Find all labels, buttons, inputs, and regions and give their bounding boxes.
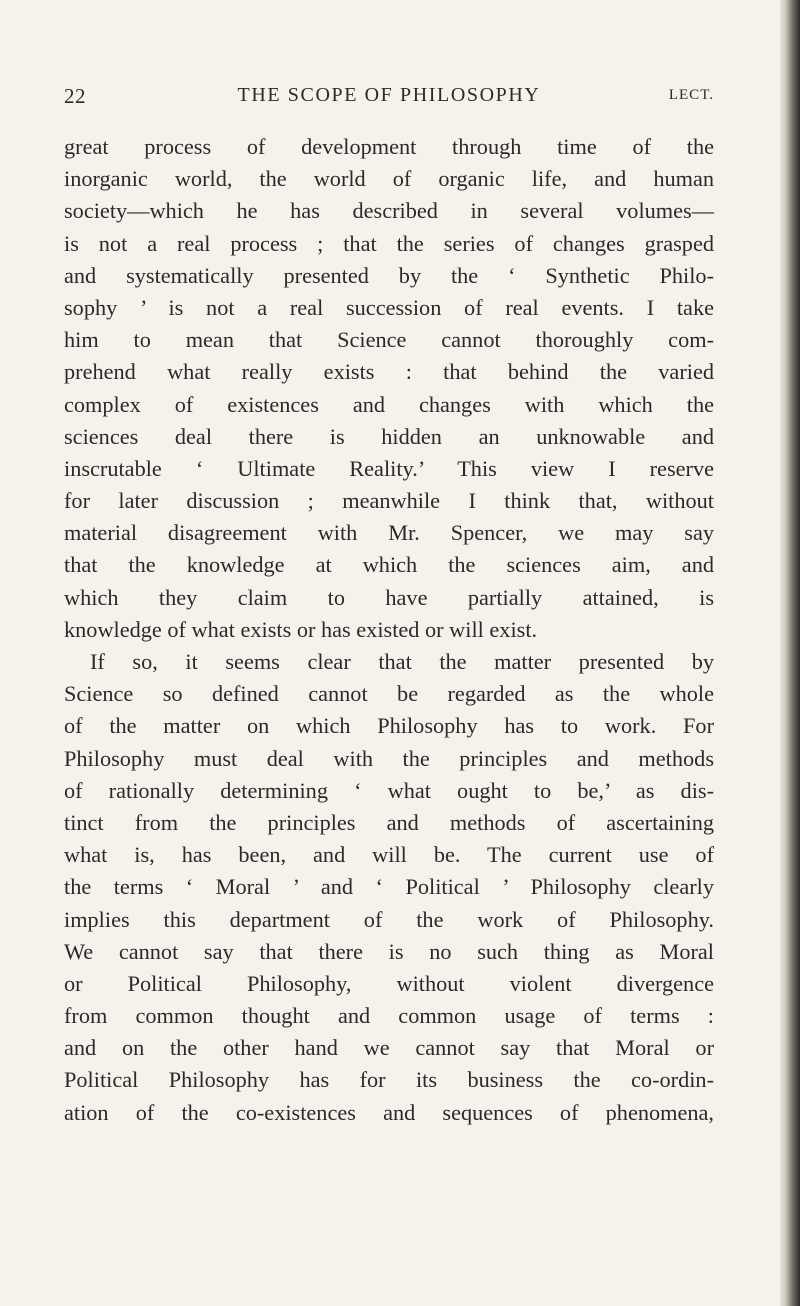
running-header-right: LECT. bbox=[668, 87, 714, 103]
page-number: 22 bbox=[64, 84, 86, 108]
text-line: for later discussion ; meanwhile I think that, without bbox=[64, 488, 714, 514]
page-binding-edge bbox=[780, 0, 800, 1306]
text-line: implies this department of the work of Philosophy. bbox=[64, 906, 714, 932]
text-line: ation of the co-existences and sequences of phenomena, bbox=[64, 1099, 714, 1125]
text-line: inscrutable ‘ Ultimate Reality.’ This view I reserve bbox=[64, 455, 714, 481]
text-line: from common thought and common usage of terms : bbox=[64, 1003, 714, 1029]
text-line: that the knowledge at which the sciences aim, and bbox=[64, 552, 714, 578]
text-line: tinct from the principles and methods of ascertaining bbox=[64, 809, 714, 835]
text-line: Philosophy must deal with the principles and methods bbox=[64, 745, 714, 771]
text-line: which they claim to have partially attained, is bbox=[64, 584, 714, 610]
text-line: what is, has been, and will be. The current use of bbox=[64, 842, 714, 868]
text-line: Political Philosophy has for its business the co-ordin- bbox=[64, 1067, 714, 1093]
text-line: If so, it seems clear that the matter presented by bbox=[90, 649, 714, 674]
text-line: Science so defined cannot be regarded as the whole bbox=[64, 681, 714, 707]
running-title: THE SCOPE OF PHILOSOPHY bbox=[237, 84, 541, 106]
text-line: is not a real process ; that the series of changes grasped bbox=[64, 230, 714, 256]
text-line: him to mean that Science cannot thoroughly com- bbox=[64, 327, 714, 353]
text-line: or Political Philosophy, without violent divergence bbox=[64, 970, 714, 996]
text-line: the terms ‘ Moral ’ and ‘ Political ’ Philosophy clearly bbox=[64, 874, 714, 900]
text-line: great process of development through time of the bbox=[64, 134, 714, 159]
running-header bbox=[64, 84, 714, 114]
text-line: prehend what really exists : that behind the varied bbox=[64, 359, 714, 385]
text-line: and systematically presented by the ‘ Synthetic Philo- bbox=[64, 262, 714, 288]
text-line: We cannot say that there is no such thing as Moral bbox=[64, 938, 714, 964]
text-line: complex of existences and changes with which the bbox=[64, 391, 714, 417]
text-line: and on the other hand we cannot say that Moral or bbox=[64, 1035, 714, 1061]
text-line: of the matter on which Philosophy has to work. For bbox=[64, 713, 714, 739]
text-line: of rationally determining ‘ what ought to be,’ as dis- bbox=[64, 777, 714, 803]
body-text bbox=[64, 131, 714, 1129]
text-line: society—which he has described in several volumes— bbox=[64, 198, 714, 224]
text-line: knowledge of what exists or has existed or will exist. bbox=[64, 616, 538, 642]
text-line: inorganic world, the world of organic life, and human bbox=[64, 166, 714, 192]
text-line: material disagreement with Mr. Spencer, we may say bbox=[64, 520, 714, 546]
text-line: sciences deal there is hidden an unknowable and bbox=[64, 423, 714, 449]
text-line: sophy ’ is not a real succession of real events. I take bbox=[64, 294, 714, 320]
